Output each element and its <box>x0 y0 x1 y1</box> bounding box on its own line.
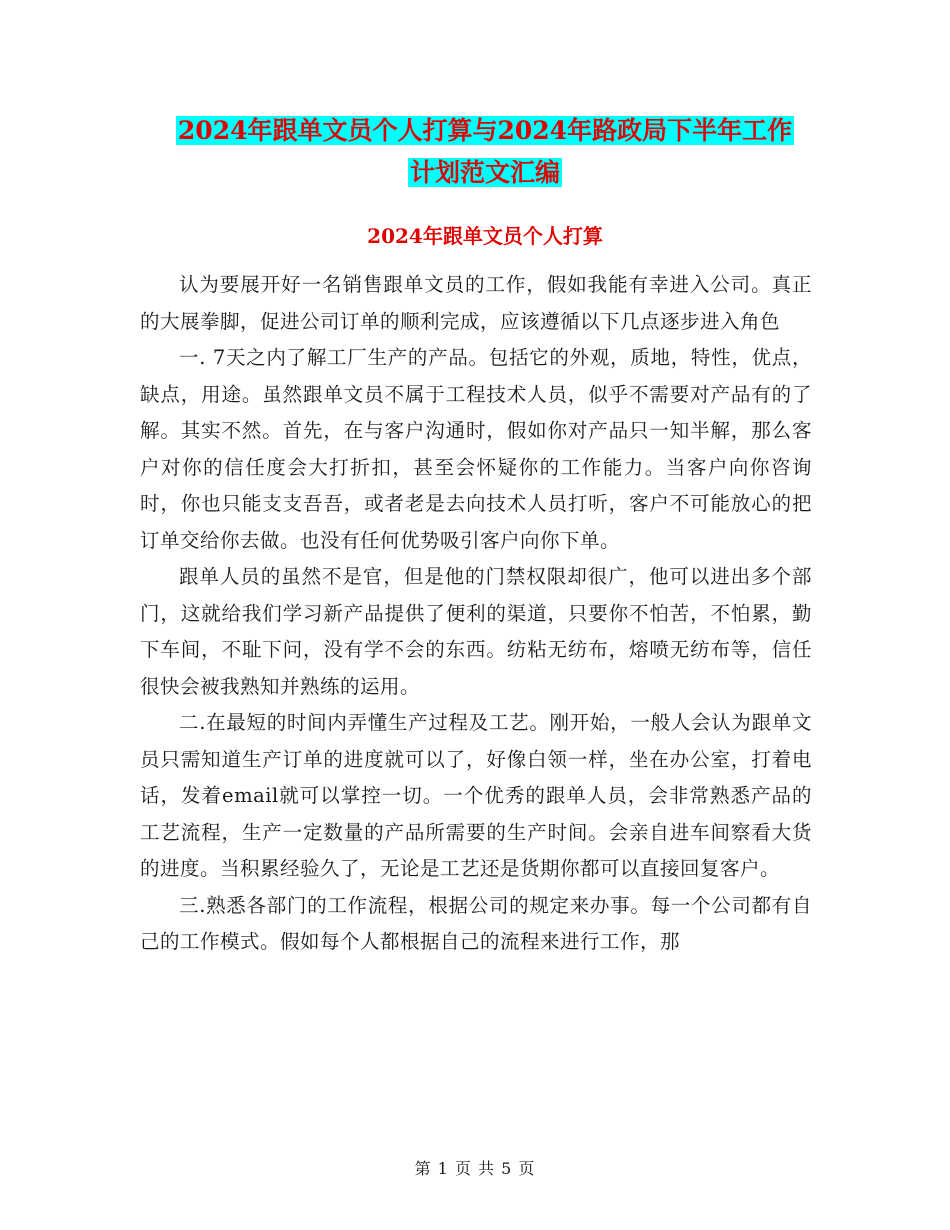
section-heading: 2024年跟单文员个人打算 <box>367 224 603 248</box>
title-line-1: 2024年跟单文员个人打算与2024年路政局下半年工作 <box>177 116 793 145</box>
title-line-2: 计划范文汇编 <box>409 158 560 187</box>
paragraph: 认为要展开好一名销售跟单文员的工作，假如我能有幸进入公司。真正的大展拳脚，促进公司订单的顺利完成，应该遵循以下几点逐步进入角色 <box>140 273 812 333</box>
paragraph: 三.熟悉各部门的工作流程，根据公司的规定来办事。每一个公司都有自己的工作模式。假如每个人都根据自己的流程来进行工作，那 <box>140 893 812 953</box>
document-title <box>140 110 830 194</box>
page-footer: 第 1 页 共 5 页 <box>414 1159 536 1178</box>
paragraph: 二.在最短的时间内弄懂生产过程及工艺。刚开始，一般人会认为跟单文员只需知道生产订单的进度就可以了，好像白领一样，坐在办公室，打着电话，发着email就可以掌控一切。一个优秀的跟单人员，会非常熟悉产品的工艺流程，生产一定数量的产品所需要的生产时间。会亲自进车间察看大货的进度。当积累经验久了，无论是工艺还是货期你都可以直接回复客户。 <box>140 711 812 880</box>
paragraph: 跟单人员的虽然不是官，但是他的门禁权限却很广，他可以进出多个部门，这就给我们学习新产品提供了便利的渠道，只要你不怕苦，不怕累，勤下车间，不耻下问，没有学不会的东西。纺粘无纺布，熔喷无纺布等，信任很快会被我熟知并熟练的运用。 <box>140 565 812 698</box>
paragraph: 一. 7天之内了解工厂生产的产品。包括它的外观，质地，特性，优点，缺点，用途。虽然跟单文员不属于工程技术人员，似乎不需要对产品有的了解。其实不然。首先，在与客户沟通时，假如你对产品只一知半解，那么客户对你的信任度会大打折扣，甚至会怀疑你的工作能力。当客户向你咨询时，你也只能支支吾吾，或者老是去向技术人员打听，客户不可能放心的把订单交给你去做。也没有任何优势吸引客户向你下单。 <box>140 346 812 552</box>
document-body <box>140 267 812 961</box>
